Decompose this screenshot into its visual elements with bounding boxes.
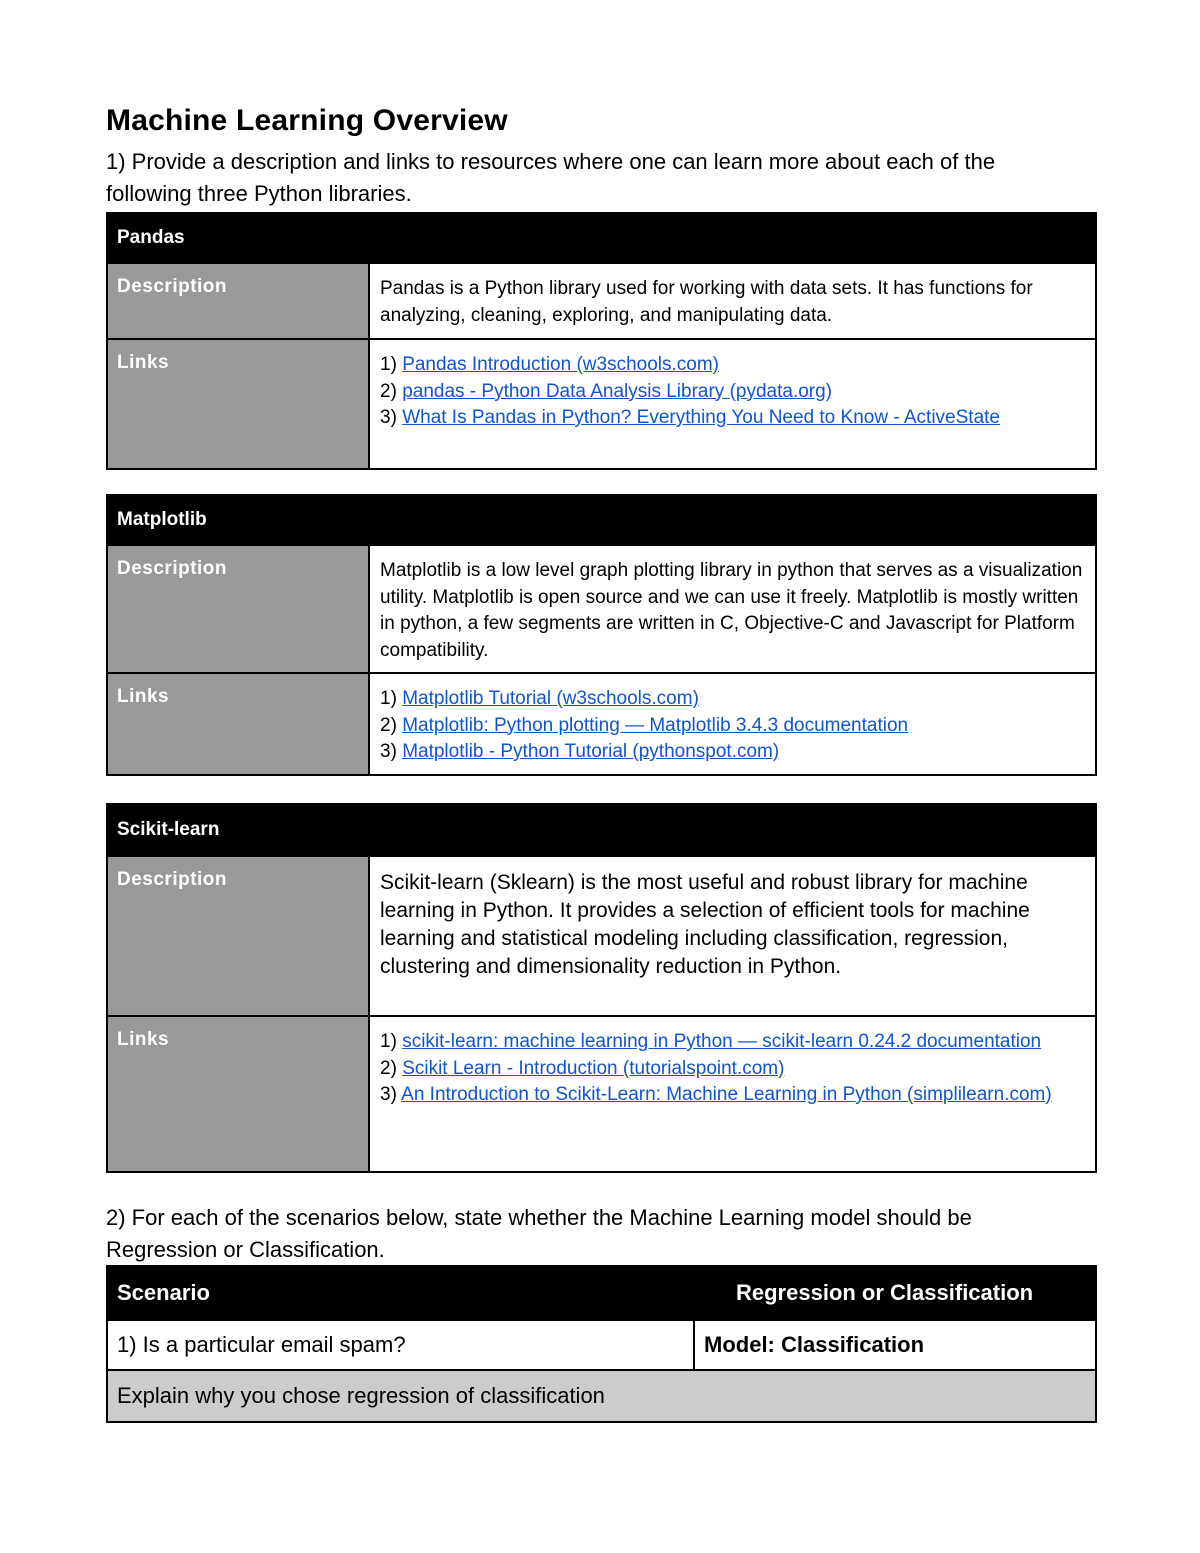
link-item [380,379,1085,406]
link-number: 3) [380,1084,397,1105]
link-sklearn-simplilearn[interactable]: An Introduction to Scikit-Learn: Machine Learning in Python (simplilearn.com) [401,1084,1052,1105]
link-number: 1) [380,354,397,375]
scenario-table [106,1265,1097,1423]
link-number: 3) [380,407,397,428]
column-header-scenario: Scenario [117,1280,210,1305]
library-description: Pandas is a Python library used for working with data sets. It has functions for analyzing, cleaning, exploring, and manipulating data. [380,278,1033,326]
link-pandas-w3schools[interactable]: Pandas Introduction (w3schools.com) [402,354,720,375]
answer-cell: Model: Classification [704,1332,925,1357]
matplotlib-table [106,494,1097,776]
page-title: Machine Learning Overview [106,104,508,137]
library-name: Pandas [108,214,1095,262]
library-description: Scikit-learn (Sklearn) is the most useful and robust library for machine learning in Python. It provides a selection of efficient tools for machine learning and statistical modeling including classification, regression, clustering and dimensionality reduction in Python. [380,871,1030,978]
link-item [380,739,1085,766]
link-sklearn-tutorialspoint[interactable]: Scikit Learn - Introduction (tutorialspoint.com) [402,1057,785,1079]
links-cell [370,1017,1095,1171]
library-name: Scikit-learn [108,805,1095,855]
links-label: Links [108,340,370,468]
library-name: Matplotlib [108,496,1095,544]
link-item [380,405,1085,432]
link-item [380,1056,1085,1083]
scenario-table-header [108,1267,1095,1319]
link-pandas-activestate[interactable]: What Is Pandas in Python? Everything You Need to Know - ActiveState [402,407,1000,428]
link-number: 2) [380,380,397,402]
description-label: Description [108,546,370,672]
scikit-learn-table [106,803,1097,1173]
link-item [380,352,1085,379]
explain-row: Explain why you chose regression of classification [108,1369,1095,1421]
description-label: Description [108,264,370,338]
pandas-table [106,212,1097,470]
table-row [108,1319,1095,1369]
link-number: 2) [380,714,397,736]
question-2: 2) For each of the scenarios below, state whether the Machine Learning model should be Regression or Classification. [106,1205,972,1262]
link-item [380,713,1085,740]
link-number: 1) [380,1031,397,1052]
description-label: Description [108,857,370,1015]
link-matplotlib-docs[interactable]: Matplotlib: Python plotting — Matplotlib 3.4.3 documentation [402,714,909,736]
link-number: 3) [380,741,397,762]
library-description: Matplotlib is a low level graph plotting library in python that serves as a visualization utility. Matplotlib is open source and we can use it freely. Matplotlib is mostly written in python, a few segments are written in C, Objective-C and Javascript for Platform compatibility. [380,560,1083,661]
links-cell [370,340,1095,468]
question-1: 1) Provide a description and links to resources where one can learn more about each of the following three Python libraries. [106,149,996,206]
links-label: Links [108,674,370,774]
links-cell [370,674,1095,774]
link-number: 1) [380,688,397,709]
link-item [380,1029,1085,1056]
link-pandas-pydata[interactable]: pandas - Python Data Analysis Library (pydata.org) [402,380,833,402]
column-header-type: Regression or Classification [736,1280,1034,1305]
link-matplotlib-w3schools[interactable]: Matplotlib Tutorial (w3schools.com) [402,688,699,709]
link-item [380,686,1085,713]
link-item [380,1082,1085,1109]
link-sklearn-docs[interactable]: scikit-learn: machine learning in Python — scikit-learn 0.24.2 documentation [402,1031,1042,1052]
scenario-cell: 1) Is a particular email spam? [108,1321,695,1369]
link-number: 2) [380,1057,397,1079]
link-matplotlib-pythonspot[interactable]: Matplotlib - Python Tutorial (pythonspot.com) [402,741,780,762]
links-label: Links [108,1017,370,1171]
